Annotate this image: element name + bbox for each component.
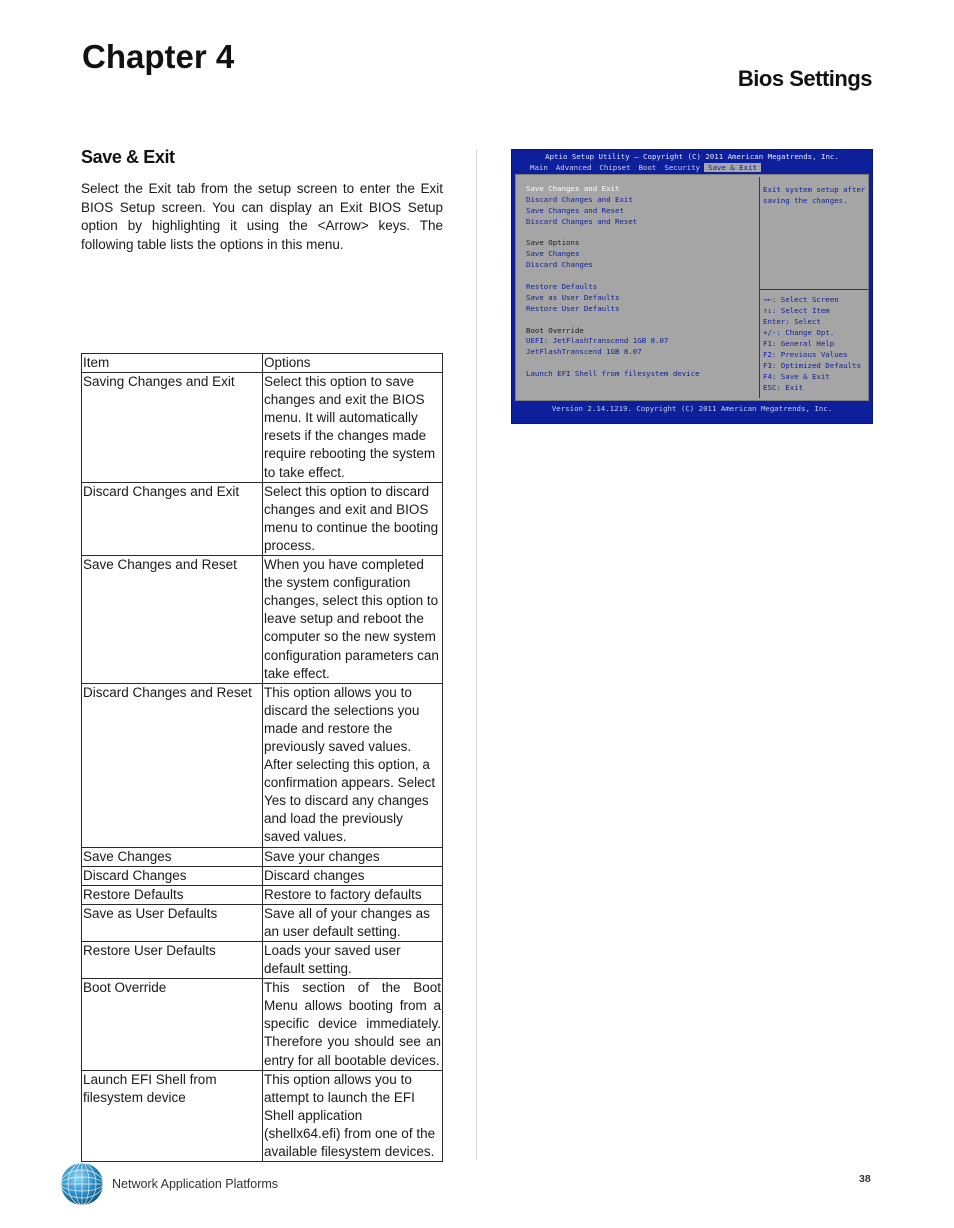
bios-menu-item: Launch EFI Shell from filesystem device xyxy=(526,369,700,379)
table-row xyxy=(82,866,443,885)
bios-key-item: →←: Select Screen xyxy=(763,295,839,304)
bios-menu-item: Restore Defaults xyxy=(526,282,598,292)
bios-key-item: +/-: Change Opt. xyxy=(763,328,835,337)
bios-key-item: F1: General Help xyxy=(763,339,835,348)
bios-menu-item: Boot Override xyxy=(526,325,584,335)
bios-screenshot xyxy=(511,149,873,424)
row-item: Save Changes xyxy=(82,847,263,866)
bios-tab-chipset: Chipset xyxy=(599,163,631,172)
bios-menu-item: Discard Changes and Exit xyxy=(526,194,633,204)
bios-menu-item xyxy=(526,228,700,239)
row-item: Restore Defaults xyxy=(82,885,263,904)
bios-tab-save-exit: Save & Exit xyxy=(704,163,761,172)
bios-key-legend xyxy=(763,294,861,393)
row-option: This section of the Boot Menu allows booting from a specific device immediately. Therefore you should see an entry for all bootable devices. xyxy=(263,979,443,1070)
row-option: Save your changes xyxy=(263,847,443,866)
bios-menu-item: Save Changes and Exit xyxy=(526,184,620,193)
bios-tab-security: Security xyxy=(664,163,700,172)
bios-tab-bar xyxy=(526,163,761,172)
row-item: Restore User Defaults xyxy=(82,942,263,979)
header-item: Item xyxy=(82,354,263,373)
row-option: Loads your saved user default setting. xyxy=(263,942,443,979)
bios-help-text: Exit system setup after saving the changes. xyxy=(763,185,866,205)
row-item: Discard Changes and Reset xyxy=(82,683,263,847)
bios-menu-item xyxy=(526,358,700,369)
table-row xyxy=(82,904,443,941)
section-title: Bios Settings xyxy=(737,66,872,91)
row-option: Save all of your changes as an user default setting. xyxy=(263,904,443,941)
header-options: Options xyxy=(263,354,443,373)
table-row xyxy=(82,482,443,555)
bios-menu-item: Save as User Defaults xyxy=(526,292,620,302)
bios-version: Version 2.14.1219. Copyright (C) 2011 American Megatrends, Inc. xyxy=(551,404,833,413)
bios-title: Aptio Setup Utility – Copyright (C) 2011 American Megatrends, Inc. xyxy=(545,152,839,161)
page-number: 38 xyxy=(859,1173,871,1185)
row-item: Saving Changes and Exit xyxy=(82,373,263,483)
row-option: Select this option to save changes and exit the BIOS menu. It will automatically resets if the changes made require rebooting the system to take effect. xyxy=(263,373,443,483)
bios-menu-item: Discard Changes and Reset xyxy=(526,216,638,226)
globe-logo-icon xyxy=(60,1162,104,1206)
footer-text: Network Application Platforms xyxy=(112,1177,279,1191)
bios-menu xyxy=(526,184,700,380)
bios-tab-main: Main xyxy=(530,163,548,172)
bios-menu-item: Save Options xyxy=(526,238,580,248)
table-header-row xyxy=(82,354,443,373)
bios-key-item: F3: Optimized Defaults xyxy=(763,361,861,370)
bios-menu-item xyxy=(526,271,700,282)
bios-tab-boot: Boot xyxy=(638,163,657,172)
bios-key-item: F2: Previous Values xyxy=(763,350,848,359)
row-option: This option allows you to attempt to launch the EFI Shell application (shellx64.efi) from one of the available filesystem devices. xyxy=(263,1070,443,1161)
table-row xyxy=(82,942,443,979)
bios-menu-item: JetFlashTranscend 1GB 8.07 xyxy=(526,347,642,357)
bios-key-item: ESC: Exit xyxy=(763,383,804,392)
row-item: Launch EFI Shell from filesystem device xyxy=(82,1070,263,1161)
bios-key-item: Enter: Select xyxy=(763,317,821,326)
row-item: Save as User Defaults xyxy=(82,904,263,941)
bios-help-divider xyxy=(760,289,868,290)
row-option: When you have completed the system configuration changes, select this option to leave setup and reboot the computer so the new system configuration parameters can take effect. xyxy=(263,556,443,684)
row-item: Boot Override xyxy=(82,979,263,1070)
row-option: Restore to factory defaults xyxy=(263,885,443,904)
bios-menu-item xyxy=(526,315,700,326)
bios-menu-item: UEFI: JetFlashTranscend 1GB 8.07 xyxy=(526,336,669,346)
row-item: Discard Changes xyxy=(82,866,263,885)
subheading: Save & Exit xyxy=(81,147,175,167)
row-option: Select this option to discard changes and exit and BIOS menu to continue the booting process. xyxy=(263,482,443,555)
chapter-title: Chapter 4 xyxy=(82,38,235,75)
bios-tab-advanced: Advanced xyxy=(555,163,592,172)
table-row xyxy=(82,1070,443,1161)
bios-menu-item: Save Changes xyxy=(526,249,580,259)
bios-menu-item: Restore User Defaults xyxy=(526,303,620,313)
bios-menu-item: Save Changes and Reset xyxy=(526,205,624,215)
table-row xyxy=(82,683,443,847)
bios-key-item: ↑↓: Select Item xyxy=(763,306,830,315)
intro-paragraph: Select the Exit tab from the setup screen to enter the Exit BIOS Setup screen. You can display an Exit BIOS Setup option by highlighting it using the <Arrow> keys. The following table lists the options in this menu. xyxy=(81,181,443,252)
bios-menu-item: Discard Changes xyxy=(526,260,593,270)
table-row xyxy=(82,556,443,684)
row-item: Save Changes and Reset xyxy=(82,556,263,684)
bios-panel xyxy=(515,174,869,401)
column-divider xyxy=(476,150,477,1160)
row-option: This option allows you to discard the selections you made and restore the previously saved values. After selecting this option, a confirmation appears. Select Yes to discard any changes and load the previously saved values. xyxy=(263,683,443,847)
row-option: Discard changes xyxy=(263,866,443,885)
table-row xyxy=(82,979,443,1070)
table-row xyxy=(82,885,443,904)
options-table xyxy=(81,353,443,1162)
table-row xyxy=(82,373,443,483)
table-row xyxy=(82,847,443,866)
bios-key-item: F4: Save & Exit xyxy=(763,372,830,381)
bios-divider xyxy=(759,177,760,398)
row-item: Discard Changes and Exit xyxy=(82,482,263,555)
